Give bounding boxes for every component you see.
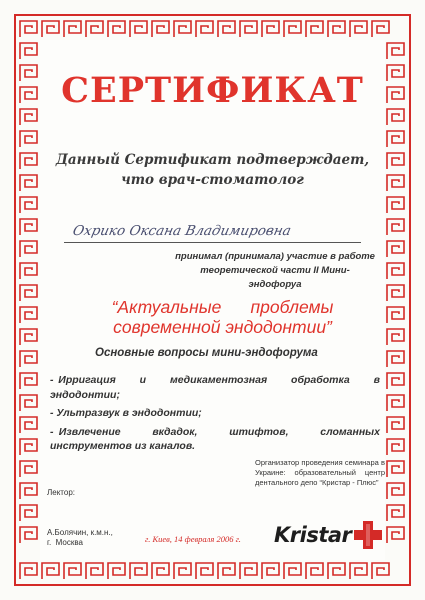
list-item: - Ультразвук в эндодонтии;	[50, 407, 202, 419]
list-item: - Ирригация и медикаментозная обработка в эндодонтии;	[50, 374, 383, 401]
intro-line-1: Данный Сертификат подтверждает,	[55, 152, 370, 168]
lecturer-name: А.Болячин, к.м.н.,	[47, 528, 113, 537]
topic-line-2: современной эндодонтии”	[113, 317, 332, 337]
kristar-logo	[274, 520, 383, 550]
forum-topic	[80, 297, 365, 337]
intro-line-2: что врач-стоматолог	[121, 172, 304, 188]
place-date: г. Киев, 14 февраля 2006 г.	[145, 534, 241, 544]
signature-underline	[64, 242, 361, 243]
questions-heading: Основные вопросы мини-эндофорума	[95, 347, 318, 359]
certificate-title: СЕРТИФИКАТ	[61, 70, 364, 111]
lecturer-info	[47, 528, 113, 548]
intro-text	[40, 150, 385, 190]
topic-line-1: “Актуальные проблемы	[111, 297, 334, 317]
questions-list	[50, 373, 383, 458]
participation-line-2: теоретической части II Мини-эндофоруа	[200, 265, 350, 290]
organizer-text: Организатор проведения семинара в Украине: образовательный центр дентального депо “Кристар - Плюс”	[255, 458, 385, 487]
handwritten-name: Охрико Оксана Владимировна	[71, 223, 293, 239]
medical-cross-icon	[353, 520, 383, 550]
participation-text	[175, 250, 375, 292]
list-item: - Извлечение вкдадок, штифтов, сломанных инструментов из каналов.	[50, 425, 383, 452]
certificate-body	[40, 40, 385, 560]
logo-text: Kristar	[274, 523, 352, 547]
lecturer-label: Лектор:	[47, 488, 75, 497]
lecturer-city: г. Москва	[47, 538, 83, 547]
participation-line-1: принимал (принимала) участие в работе	[175, 251, 375, 262]
